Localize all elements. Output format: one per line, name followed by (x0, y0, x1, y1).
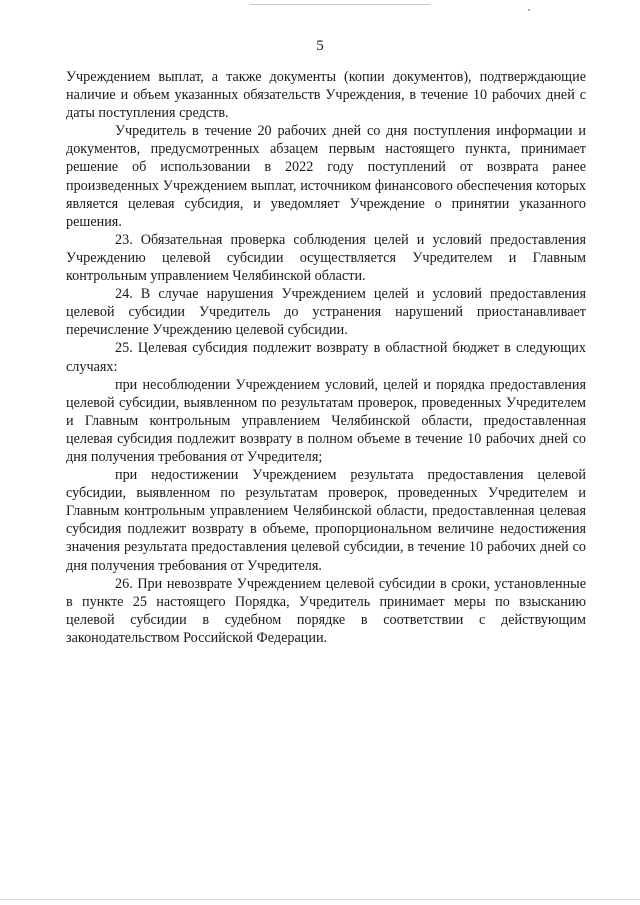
paragraph-case-noncompliance: при несоблюдении Учреждением условий, целей и порядка предоставления целевой субсидии, выявленном по результатам проверок, проведенных Учредителем и Главным контрольным управлением Челябинской области, предоставленная целевая субсидия подлежит возврату в полном объеме в течение 10 рабочих дней со дня получения требования от Учредителя; (66, 376, 586, 465)
paragraph-case-nonachievement: при недостижении Учреждением результата предоставления целевой субсидии, выявленном по результатам проверок, проведенных Учредителем и Главным контрольным управлением Челябинской области, предоставленная целевая субсидия подлежит возврату в объеме, пропорциональном величине недостижения значения результата предоставления целевой субсидии, в течение 10 рабочих дней со дня получения требования от Учредителя. (66, 467, 586, 574)
paragraph-item-23: 23. Обязательная проверка соблюдения целей и условий предоставления Учреждению целевой субсидии осуществляется Учредителем и Главным контрольным управлением Челябинской области. (66, 231, 586, 285)
scan-artifact-dot (528, 9, 530, 11)
scan-artifact-line (250, 4, 430, 5)
paragraph-item-24: 24. В случае нарушения Учреждением целей и условий предоставления целевой субсидии Учредитель до устранения нарушений приостанавливает перечисление Учреждению целевой субсидии. (66, 286, 586, 339)
document-body (66, 68, 586, 647)
paragraph-item-26: 26. При невозврате Учреждением целевой субсидии в сроки, установленные в пункте 25 настоящего Порядка, Учредитель принимает меры по взысканию целевой субсидии в судебном порядке в соответствии с действующим законодательством Российской Федерации. (66, 575, 586, 646)
paragraph-item-25: 25. Целевая субсидия подлежит возврату в областной бюджет в следующих случаях: (66, 340, 586, 375)
scan-artifact-bottom-line (0, 899, 640, 900)
page-number: 5 (316, 38, 324, 54)
paragraph-founder-decision: Учредитель в течение 20 рабочих дней со дня поступления информации и документов, предусмотренных абзацем первым настоящего пункта, принимает решение об использовании в 2022 году поступлений от возврата ранее произведенных Учреждением выплат, источником финансового обеспечения которых является целевая субсидия, и уведомляет Учреждение о принятии указанного решения. (66, 123, 586, 230)
paragraph-continuation: Учреждением выплат, а также документы (копии документов), подтверждающие наличие и объем указанных обязательств Учреждения, в течение 10 рабочих дней с даты поступления средств. (66, 69, 586, 122)
